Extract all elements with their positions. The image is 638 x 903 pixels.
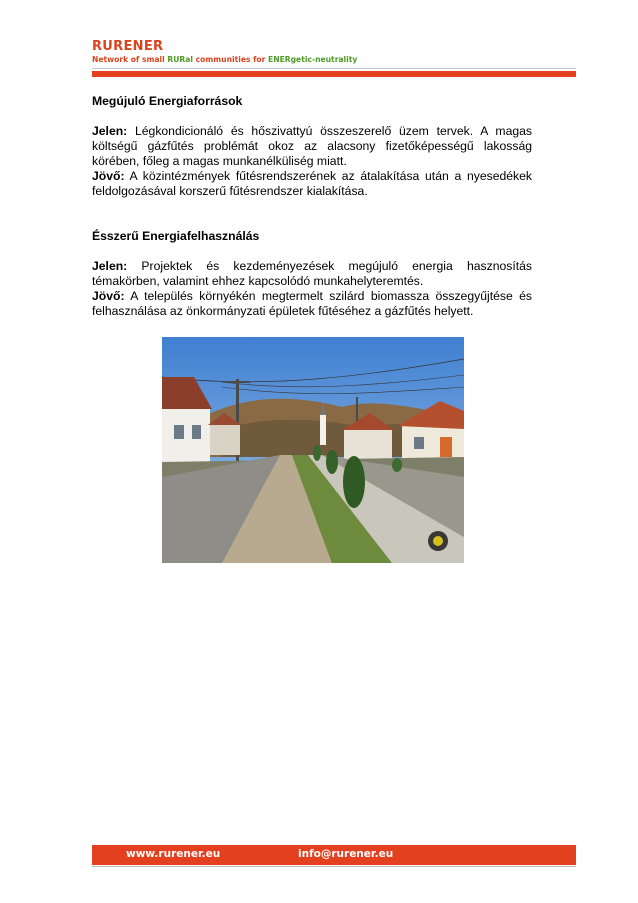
header-divider — [92, 68, 576, 69]
logo-subtitle: Network of small RURal communities for ENERgetic-neutrality — [92, 55, 358, 64]
footer-email-link[interactable]: info@rurener.eu — [298, 848, 394, 860]
renewables-future-paragraph: Jövő: A közintézmények fűtésrendszerének az átalakítása után a nyesedékek feldolgozásával korszerű fűtésrendszer kialakítása. — [92, 169, 532, 198]
rurener-logo — [92, 39, 377, 67]
logo-title: RURENER — [92, 39, 164, 54]
efficiency-present-paragraph: Jelen: Projektek és kezdeményezések megújuló energia hasznosítás témakörben, valamint ehhez kapcsolódó munkahelyteremtés. — [92, 259, 532, 288]
document-body — [92, 94, 532, 319]
section-heading-efficiency: Ésszerű Energiafelhasználás — [92, 229, 260, 243]
footer-divider — [92, 866, 576, 867]
footer-website-link[interactable]: www.rurener.eu — [126, 848, 221, 860]
section-heading-renewables: Megújuló Energiaforrások — [92, 94, 243, 108]
renewables-present-paragraph: Jelen: Légkondicionáló és hőszivattyú összeszerelő üzem tervek. A magas költségű gázfűtés problémát okoz az alacsony fizetőképességű lakosság körében, főleg a magas munkanélküliség miatt. — [92, 124, 532, 168]
header-accent-bar — [92, 71, 576, 77]
village-street-photo — [162, 337, 464, 563]
efficiency-future-paragraph: Jövő: A település környékén megtermelt szilárd biomassza összegyűjtése és felhasználása az önkormányzati épületek fűtéséhez a gázfűtés helyett. — [92, 289, 532, 318]
